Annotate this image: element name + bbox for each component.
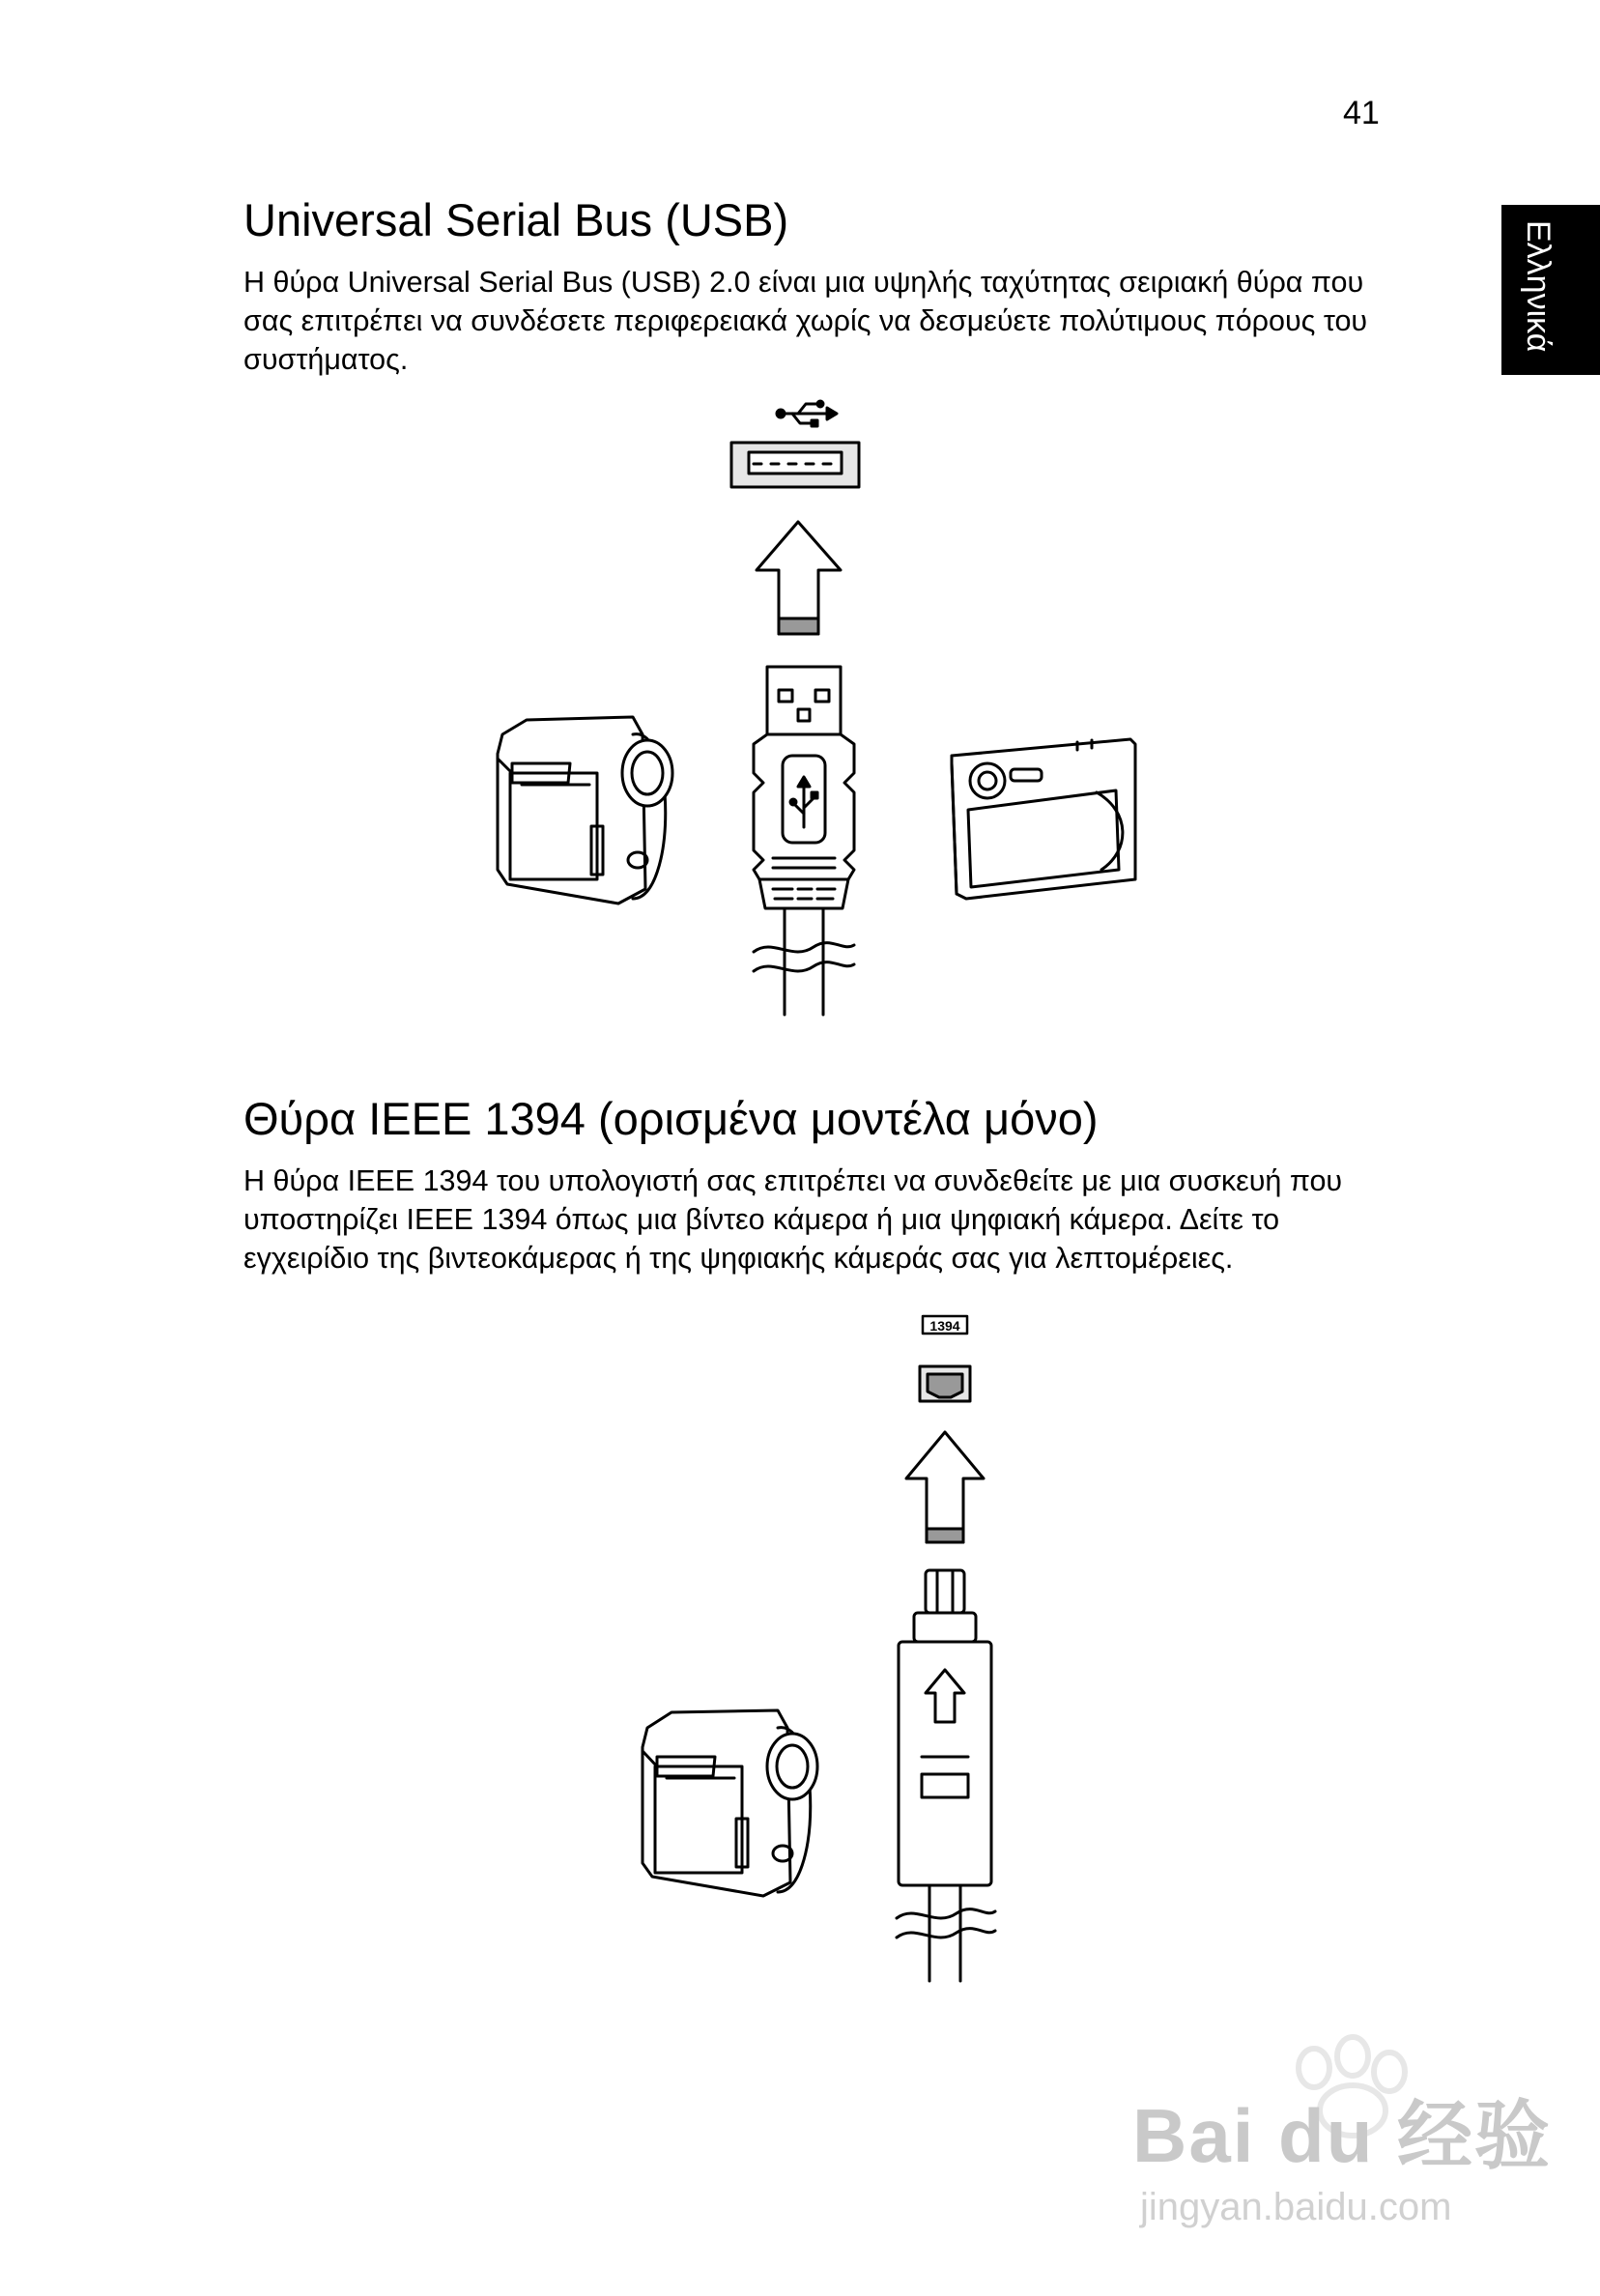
ieee1394-port-label: 1394 <box>929 1318 960 1334</box>
usb-port-icon <box>731 443 859 487</box>
ieee1394-port-icon <box>920 1366 970 1401</box>
ieee1394-video-camera-icon <box>643 1710 817 1896</box>
ieee1394-paragraph: Η θύρα IEEE 1394 του υπολογιστή σας επιτρέπει να συνδεθείτε με μια συσκευή που υποστηρίζει IEEE 1394 όπως μια βίντεο κάμερα ή μια ψηφιακή κάμερα. Δείτε το εγχειρίδιο της βιντεοκάμερας ή της ψηφιακής κάμεράς σας για λεπτομέρειες. <box>243 1164 1343 1275</box>
video-camera-icon <box>498 717 672 904</box>
digital-camera-icon <box>952 739 1135 899</box>
ieee1394-figure <box>0 1295 1600 2000</box>
ieee1394-label-icon <box>923 1316 967 1334</box>
usb-figure <box>0 0 1600 1044</box>
watermark-url: jingyan.baidu.com <box>1140 2186 1452 2228</box>
ieee1394-heading: Θύρα IEEE 1394 (ορισμένα μοντέλα μόνο) <box>243 1093 1099 1144</box>
usb-heading: Universal Serial Bus (USB) <box>243 194 789 245</box>
usb-plug-icon <box>754 667 854 1015</box>
usb-paragraph: Η θύρα Universal Serial Bus (USB) 2.0 είναι μια υψηλής ταχύτητας σειριακή θύρα που σας επιτρέπει να συνδέσετε περιφερειακά χωρίς να δεσμεύετε πολύτιμους πόρους του συστήματος. <box>243 266 1368 376</box>
language-tab-label: Ελληνικά <box>1520 220 1557 353</box>
ieee1394-insert-arrow-icon <box>906 1432 984 1542</box>
usb-symbol-icon <box>777 401 837 426</box>
ieee1394-plug-icon <box>897 1570 995 1981</box>
page-number: 41 <box>1343 95 1380 131</box>
watermark-brand: Bai du 经验 <box>1132 2093 1553 2178</box>
